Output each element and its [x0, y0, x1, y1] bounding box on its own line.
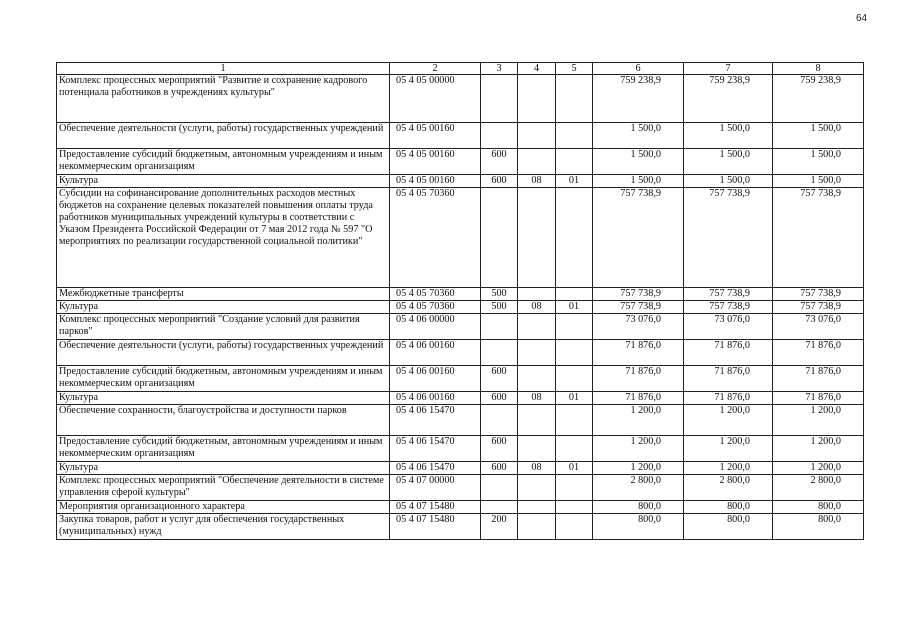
row-code: 05 4 06 00160	[390, 366, 481, 392]
row-amount-3: 1 500,0	[773, 175, 864, 188]
row-amount-1: 71 876,0	[593, 392, 684, 405]
row-name: Комплекс процессных мероприятий "Создание условий для развития парков"	[57, 314, 390, 340]
row-amount-3: 2 800,0	[773, 475, 864, 501]
row-section: 08	[518, 392, 556, 405]
row-expense-type: 600	[481, 462, 518, 475]
row-code: 05 4 05 00160	[390, 123, 481, 149]
page-number: 64	[856, 13, 868, 24]
row-name: Закупка товаров, работ и услуг для обеспечения государственных (муниципальных) нужд	[57, 514, 390, 540]
row-code: 05 4 05 00160	[390, 175, 481, 188]
row-amount-1: 1 500,0	[593, 123, 684, 149]
row-amount-2: 1 200,0	[684, 436, 773, 462]
row-amount-1: 757 738,9	[593, 188, 684, 288]
table-row	[57, 475, 864, 501]
row-amount-1: 1 200,0	[593, 462, 684, 475]
row-section	[518, 123, 556, 149]
table-row	[57, 405, 864, 436]
row-section	[518, 149, 556, 175]
table-row	[57, 392, 864, 405]
row-section	[518, 366, 556, 392]
row-code: 05 4 06 15470	[390, 462, 481, 475]
row-expense-type: 500	[481, 288, 518, 301]
row-amount-3: 800,0	[773, 514, 864, 540]
row-subsection: 01	[556, 301, 593, 314]
row-expense-type: 600	[481, 436, 518, 462]
table-row	[57, 301, 864, 314]
row-amount-1: 73 076,0	[593, 314, 684, 340]
table-row	[57, 75, 864, 123]
row-amount-2: 1 500,0	[684, 123, 773, 149]
row-name: Культура	[57, 301, 390, 314]
row-expense-type	[481, 75, 518, 123]
row-amount-1: 71 876,0	[593, 366, 684, 392]
column-header-7: 7	[684, 63, 773, 75]
row-section: 08	[518, 462, 556, 475]
row-expense-type	[481, 123, 518, 149]
row-code: 05 4 06 15470	[390, 405, 481, 436]
row-subsection: 01	[556, 392, 593, 405]
row-code: 05 4 05 00160	[390, 149, 481, 175]
table-row	[57, 149, 864, 175]
row-expense-type	[481, 188, 518, 288]
column-header-3: 3	[481, 63, 518, 75]
row-amount-3: 800,0	[773, 501, 864, 514]
row-subsection: 01	[556, 175, 593, 188]
row-subsection	[556, 501, 593, 514]
table-row	[57, 501, 864, 514]
row-code: 05 4 07 15480	[390, 514, 481, 540]
row-name: Культура	[57, 175, 390, 188]
row-code: 05 4 07 00000	[390, 475, 481, 501]
row-subsection	[556, 340, 593, 366]
row-code: 05 4 07 15480	[390, 501, 481, 514]
row-amount-1: 800,0	[593, 501, 684, 514]
row-section	[518, 288, 556, 301]
row-amount-2: 71 876,0	[684, 392, 773, 405]
row-expense-type	[481, 475, 518, 501]
row-amount-2: 1 500,0	[684, 175, 773, 188]
row-expense-type	[481, 405, 518, 436]
row-name: Предоставление субсидий бюджетным, автономным учреждениям и иным некоммерческим организациям	[57, 366, 390, 392]
row-code: 05 4 06 00160	[390, 392, 481, 405]
row-amount-2: 71 876,0	[684, 340, 773, 366]
budget-table	[56, 62, 864, 540]
row-amount-2: 757 738,9	[684, 301, 773, 314]
table-row	[57, 462, 864, 475]
row-name: Субсидии на софинансирование дополнительных расходов местных бюджетов на сохранение целевых показателей повышения оплаты труда работников муниципальных учреждений культуры в соответствии с Указом Президента Российской Федерации от 7 мая 2012 года № 597 "О мероприятиях по реализации государственной социальной политики"	[57, 188, 390, 288]
row-section	[518, 475, 556, 501]
table-row	[57, 123, 864, 149]
row-amount-3: 757 738,9	[773, 188, 864, 288]
row-section: 08	[518, 301, 556, 314]
row-subsection	[556, 475, 593, 501]
row-amount-3: 1 200,0	[773, 462, 864, 475]
table-row	[57, 188, 864, 288]
row-name: Обеспечение деятельности (услуги, работы) государственных учреждений	[57, 340, 390, 366]
column-header-4: 4	[518, 63, 556, 75]
row-amount-3: 1 200,0	[773, 405, 864, 436]
row-section	[518, 501, 556, 514]
row-code: 05 4 05 70360	[390, 188, 481, 288]
row-amount-1: 800,0	[593, 514, 684, 540]
row-subsection: 01	[556, 462, 593, 475]
row-subsection	[556, 366, 593, 392]
table-row	[57, 288, 864, 301]
row-amount-2: 800,0	[684, 514, 773, 540]
table-row	[57, 340, 864, 366]
row-expense-type: 600	[481, 175, 518, 188]
table-body	[57, 63, 864, 540]
row-amount-2: 1 200,0	[684, 405, 773, 436]
row-amount-3: 71 876,0	[773, 392, 864, 405]
row-name: Культура	[57, 392, 390, 405]
row-section	[518, 340, 556, 366]
row-amount-2: 759 238,9	[684, 75, 773, 123]
row-amount-3: 757 738,9	[773, 288, 864, 301]
row-section	[518, 405, 556, 436]
row-amount-2: 800,0	[684, 501, 773, 514]
row-section	[518, 314, 556, 340]
row-amount-1: 1 200,0	[593, 436, 684, 462]
row-expense-type	[481, 340, 518, 366]
row-amount-2: 2 800,0	[684, 475, 773, 501]
row-amount-1: 2 800,0	[593, 475, 684, 501]
row-subsection	[556, 436, 593, 462]
row-expense-type: 500	[481, 301, 518, 314]
row-subsection	[556, 75, 593, 123]
row-amount-3: 759 238,9	[773, 75, 864, 123]
row-name: Предоставление субсидий бюджетным, автономным учреждениям и иным некоммерческим организациям	[57, 149, 390, 175]
row-section	[518, 75, 556, 123]
row-code: 05 4 05 00000	[390, 75, 481, 123]
row-amount-3: 1 500,0	[773, 123, 864, 149]
row-amount-2: 73 076,0	[684, 314, 773, 340]
row-section: 08	[518, 175, 556, 188]
row-amount-3: 1 500,0	[773, 149, 864, 175]
row-section	[518, 188, 556, 288]
row-subsection	[556, 514, 593, 540]
column-header-2: 2	[390, 63, 481, 75]
row-amount-2: 757 738,9	[684, 188, 773, 288]
row-code: 05 4 05 70360	[390, 301, 481, 314]
row-expense-type: 600	[481, 149, 518, 175]
row-name: Обеспечение сохранности, благоустройства и доступности парков	[57, 405, 390, 436]
table-row	[57, 514, 864, 540]
row-code: 05 4 06 00160	[390, 340, 481, 366]
row-amount-1: 1 200,0	[593, 405, 684, 436]
row-expense-type	[481, 501, 518, 514]
row-code: 05 4 06 00000	[390, 314, 481, 340]
row-name: Обеспечение деятельности (услуги, работы) государственных учреждений	[57, 123, 390, 149]
row-name: Комплекс процессных мероприятий "Обеспечение деятельности в системе управления сферой культуры"	[57, 475, 390, 501]
row-amount-2: 71 876,0	[684, 366, 773, 392]
row-section	[518, 436, 556, 462]
row-amount-3: 71 876,0	[773, 366, 864, 392]
row-subsection	[556, 288, 593, 301]
row-amount-2: 1 200,0	[684, 462, 773, 475]
row-amount-2: 1 500,0	[684, 149, 773, 175]
column-header-8: 8	[773, 63, 864, 75]
row-code: 05 4 05 70360	[390, 288, 481, 301]
table-header-row	[57, 63, 864, 75]
row-name: Межбюджетные трансферты	[57, 288, 390, 301]
column-header-6: 6	[593, 63, 684, 75]
row-subsection	[556, 405, 593, 436]
column-header-5: 5	[556, 63, 593, 75]
row-subsection	[556, 314, 593, 340]
row-name: Предоставление субсидий бюджетным, автономным учреждениям и иным некоммерческим организациям	[57, 436, 390, 462]
table-row	[57, 314, 864, 340]
row-amount-1: 759 238,9	[593, 75, 684, 123]
row-amount-1: 71 876,0	[593, 340, 684, 366]
row-amount-2: 757 738,9	[684, 288, 773, 301]
row-amount-1: 1 500,0	[593, 149, 684, 175]
row-amount-1: 1 500,0	[593, 175, 684, 188]
row-name: Мероприятия организационного характера	[57, 501, 390, 514]
column-header-1: 1	[57, 63, 390, 75]
row-code: 05 4 06 15470	[390, 436, 481, 462]
row-expense-type: 600	[481, 366, 518, 392]
row-expense-type	[481, 314, 518, 340]
row-amount-3: 757 738,9	[773, 301, 864, 314]
row-amount-3: 73 076,0	[773, 314, 864, 340]
row-section	[518, 514, 556, 540]
row-subsection	[556, 123, 593, 149]
row-subsection	[556, 188, 593, 288]
row-expense-type: 200	[481, 514, 518, 540]
row-amount-1: 757 738,9	[593, 301, 684, 314]
row-name: Комплекс процессных мероприятий "Развитие и сохранение кадрового потенциала работников в учреждениях культуры"	[57, 75, 390, 123]
row-name: Культура	[57, 462, 390, 475]
table-row	[57, 436, 864, 462]
table-row	[57, 175, 864, 188]
row-amount-3: 71 876,0	[773, 340, 864, 366]
row-amount-3: 1 200,0	[773, 436, 864, 462]
row-subsection	[556, 149, 593, 175]
row-amount-1: 757 738,9	[593, 288, 684, 301]
table-row	[57, 366, 864, 392]
row-expense-type: 600	[481, 392, 518, 405]
